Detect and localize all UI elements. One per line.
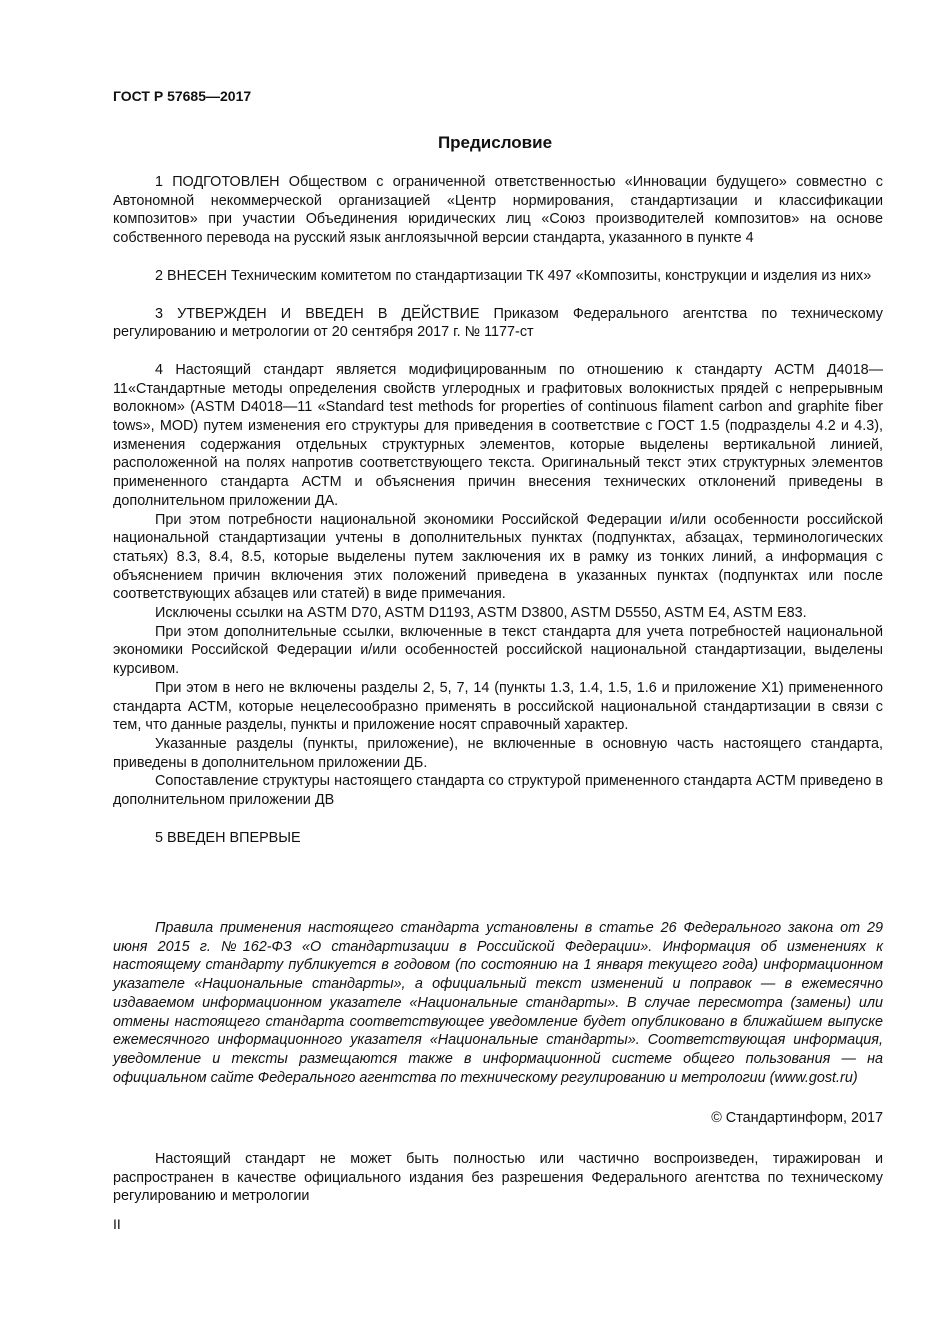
document-id-header: ГОСТ Р 57685—2017 [113, 88, 252, 104]
paragraph-4c: При этом дополнительные ссылки, включенные в текст стандарта для учета потребностей национальной экономики Российской Федерации и/или особенностей российской национальной стандартизации, выделены курсивом. [113, 623, 883, 678]
copyright-line: © Стандартинформ, 2017 [711, 1110, 883, 1126]
page-title: Предисловие [437, 133, 553, 152]
reproduction-notice [113, 1150, 883, 1206]
paragraph-5: 5 ВВЕДЕН ВПЕРВЫЕ [155, 829, 301, 846]
paragraph-2: 2 ВНЕСЕН Техническим комитетом по стандартизации ТК 497 «Композиты, конструкции и изделия из них» [155, 267, 872, 284]
foreword-body [113, 173, 883, 848]
paragraph-4b: Исключены ссылки на ASTM D70, ASTM D1193, ASTM D3800, ASTM D5550, ASTM E4, ASTM E83. [155, 605, 807, 622]
legal-notice [113, 919, 883, 1087]
paragraph-4d: При этом в него не включены разделы 2, 5, 7, 14 (пункты 1.3, 1.4, 1.5, 1.6 и приложение X1) примененного стандарта АСТМ, которые нецелесообразно применять в российской национальной стандартизации в связи с тем, что данные разделы, пункты и приложение носят справочный характер. [113, 679, 883, 734]
paragraph-4f: Сопоставление структуры настоящего стандарта со структурой примененного стандарта АСТМ приведено в дополнительном приложении ДВ [113, 773, 883, 809]
page-number: II [113, 1216, 121, 1232]
paragraph-4e: Указанные разделы (пункты, приложение), не включенные в основную часть настоящего стандарта, приведены в дополнительном приложении ДБ. [113, 735, 883, 771]
paragraph-4: 4 Настоящий стандарт является модифицированным по отношению к стандарту АСТМ Д4018—11«Стандартные методы определения свойств углеродных и графитовых волокнистых прядей с непрерывным волокном» (ASTM D4018—11 «Standard test methods for properties of continuous filament carbon and graphite fiber tows», MOD) путем изменения его структуры для приведения в соответствие с ГОСТ 1.5 (подразделы 4.2 и 4.3), изменения содержания отдельных структурных элементов, которые выделены вертикальной линией, расположенной на полях напротив соответствующего текста. Оригинальный текст этих структурных элементов примененного стандарта АСТМ и объяснения причин внесения технических отклонений приведены в дополнительном приложении ДА. [113, 361, 883, 509]
paragraph-1: 1 ПОДГОТОВЛЕН Обществом с ограниченной ответственностью «Инновации будущего» совместно с Автономной некоммерческой организацией «Центр нормирования, стандартизации и классификации композитов» при участии Объединения юридических лиц «Союз производителей композитов» на основе собственного перевода на русский язык англоязычной версии стандарта, указанного в пункте 4 [113, 174, 883, 247]
paragraph-3: 3 УТВЕРЖДЕН И ВВЕДЕН В ДЕЙСТВИЕ Приказом Федерального агентства по техническому регулированию и метрологии от 20 сентября 2017 г. № 1177-ст [113, 305, 883, 341]
reproduction-text: Настоящий стандарт не может быть полностью или частично воспроизведен, тиражирован и распространен в качестве официального издания без разрешения Федерального агентства по техническому регулированию и метрологии [113, 1151, 883, 1205]
paragraph-4a: При этом потребности национальной экономики Российской Федерации и/или особенности российской национальной стандартизации учтены в дополнительных пунктах (подпунктах, абзацах, терминологических статьях) 8.3, 8.4, 8.5, которые выделены путем заключения их в рамку из тонких линий, а информация с объяснением причин включения этих положений приведена в указанных пунктах (подпунктах или после соответствующих абзацев или статей) в виде примечания. [113, 511, 883, 603]
legal-notice-text: Правила применения настоящего стандарта установлены в статье 26 Федерального закона от 29 июня 2015 г. №162-ФЗ «О стандартизации в Российской Федерации». Информация об изменениях к настоящему стандарту публикуется в годовом (по состоянию на 1 января текущего года) информационном указателе «Национальные стандарты», а официальный текст изменений и поправок — в ежемесячно издаваемом информационном указателе «Национальные стандарты». В случае пересмотра (замены) или отмены настоящего стандарта соответствующее уведомление будет опубликовано в ближайшем выпуске ежемесячного информационного указателя «Национальные стандарты». Соответствующая информация, уведомление и тексты размещаются также в информационной системе общего пользования — на официальном сайте Федерального агентства по техническому регулированию и метрологии (www.gost.ru) [113, 920, 883, 1086]
